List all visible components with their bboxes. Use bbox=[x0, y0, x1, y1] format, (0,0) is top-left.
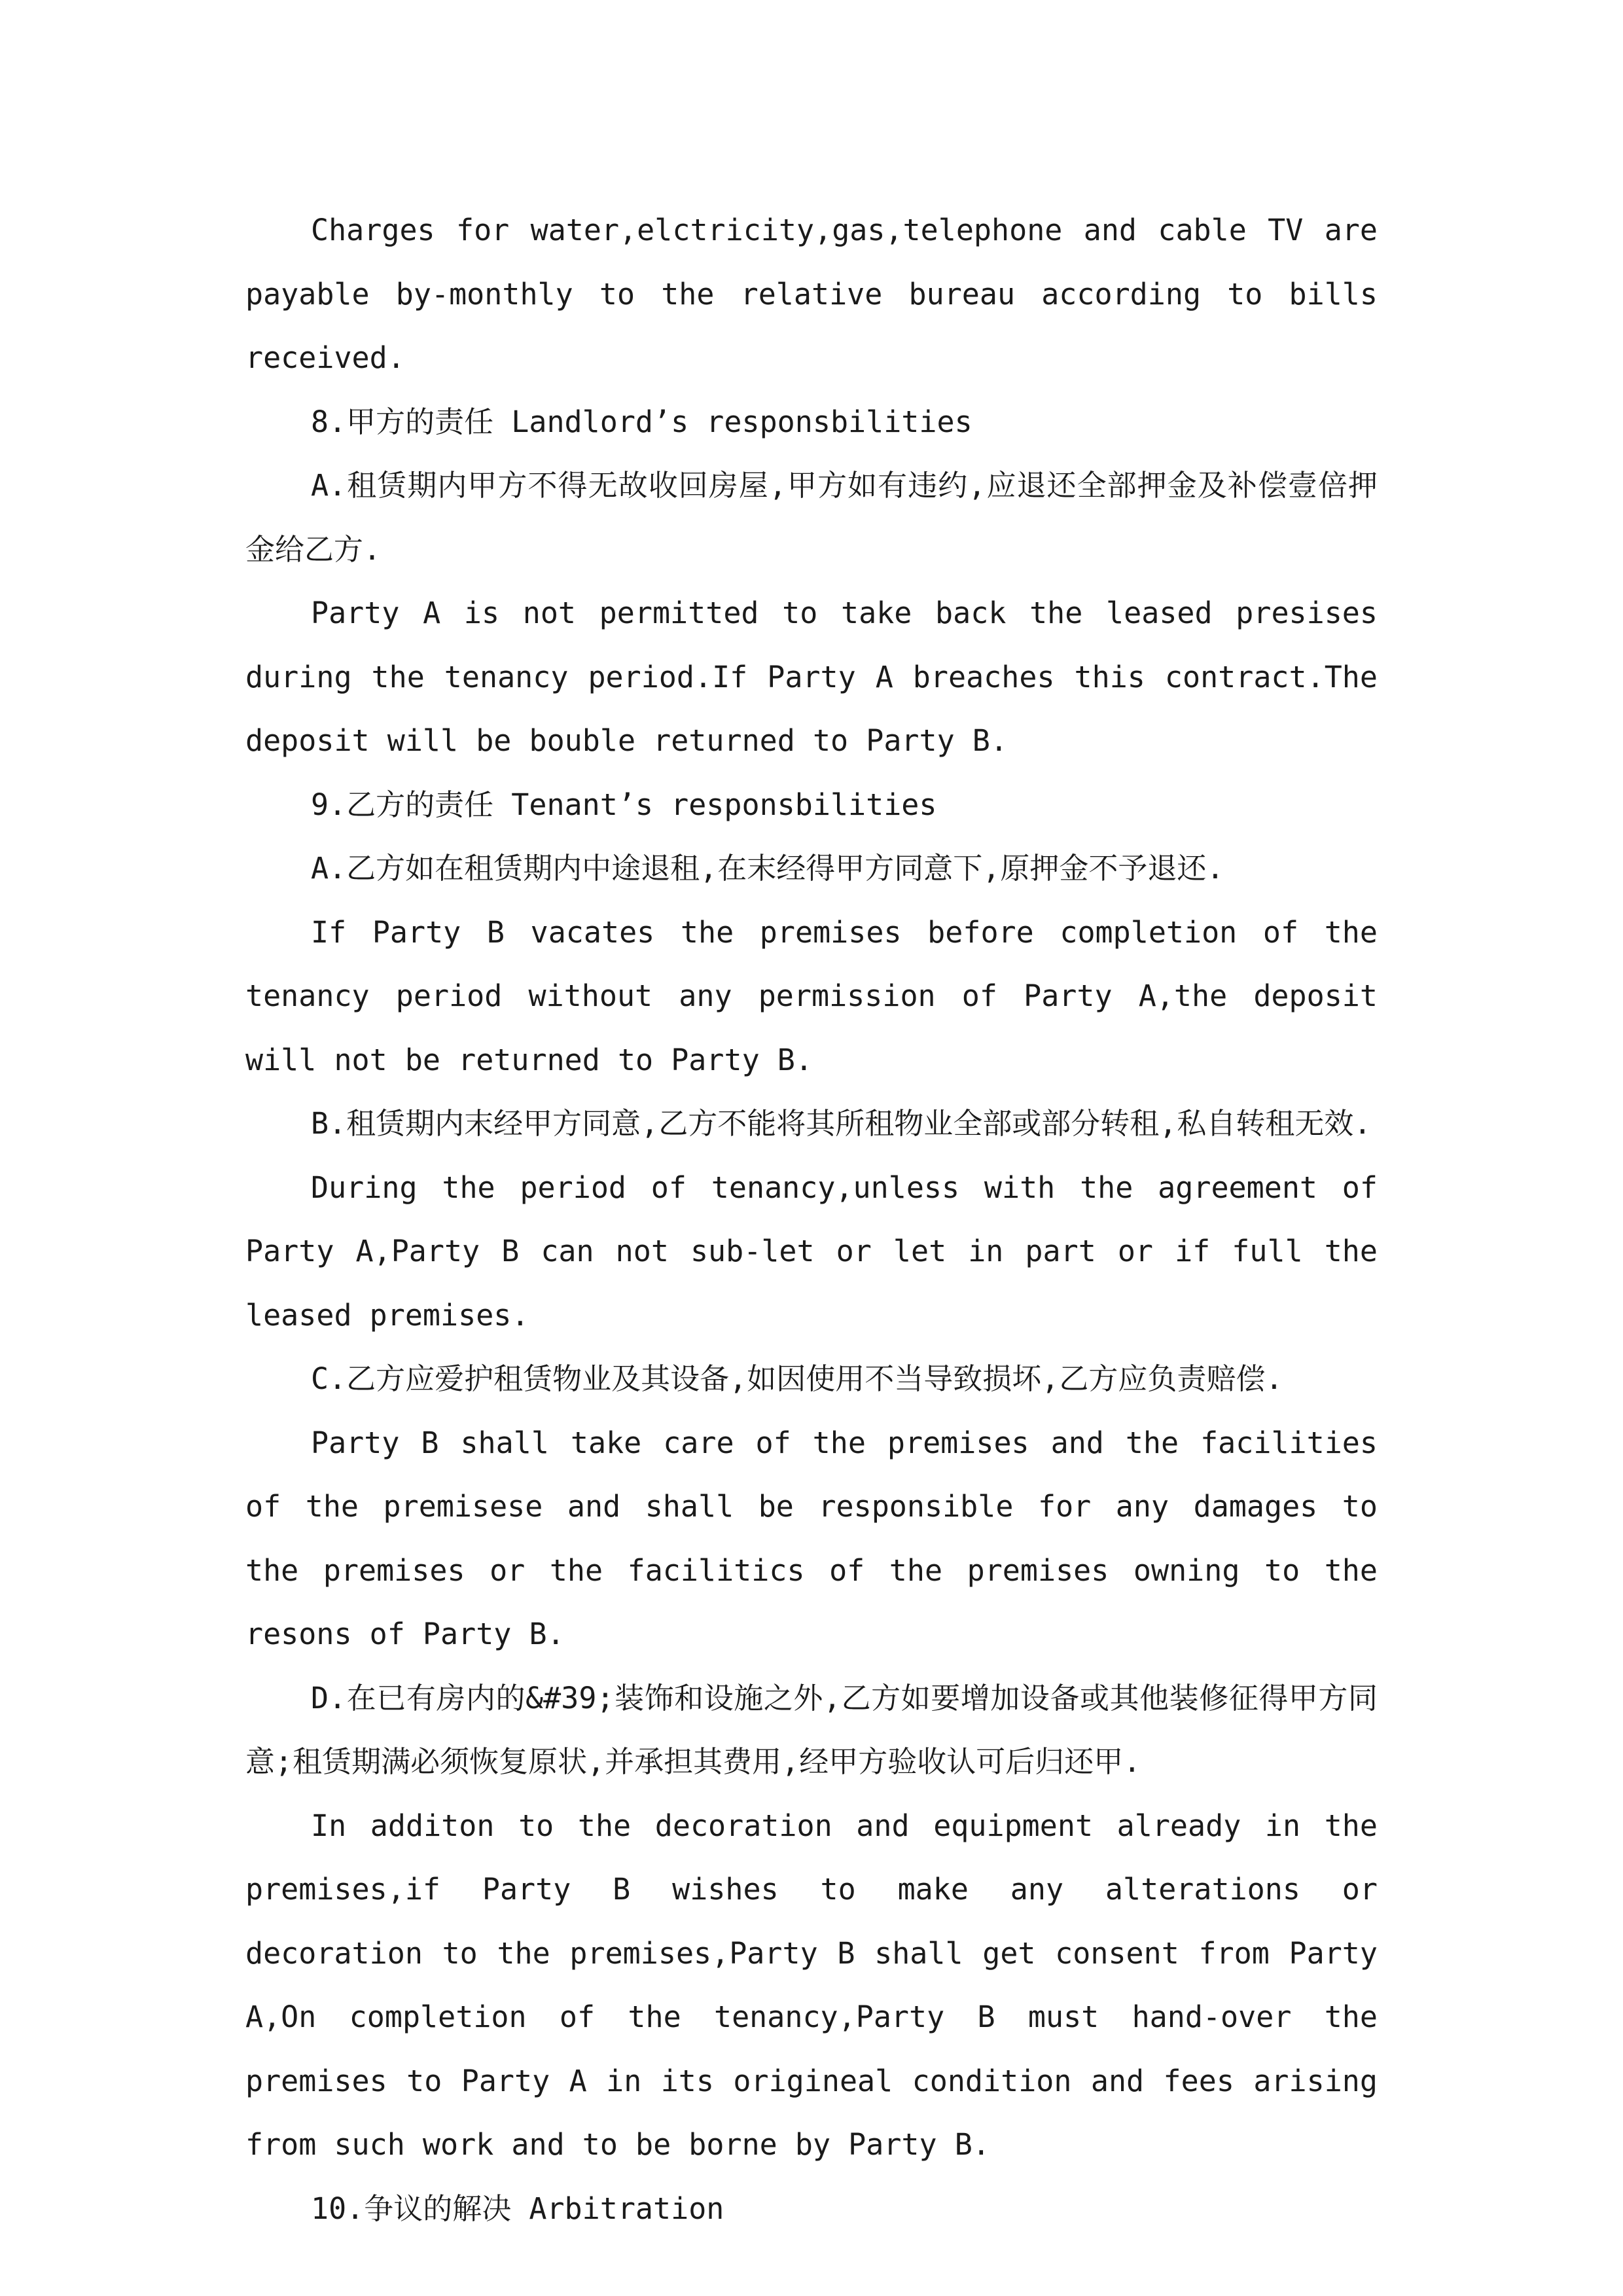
paragraph-tenant-clause-d-en: In additon to the decoration and equipment already in the premises,if Party B wishes to make any alterations or decoration to the premises,Party B shall get consent from Party A,On completion of the tenancy,Party B must hand-over the premises to Party A in its origineal condition and fees arising from such work and to be borne by Party B. bbox=[245, 1808, 1378, 2162]
document-body bbox=[245, 198, 1378, 2240]
paragraph-tenant-clause-d-cn: D.在已有房内的&#39;装饰和设施之外,乙方如要增加设备或其他装修征得甲方同意;租赁期满必须恢复原状,并承担其费用,经甲方验收认可后归还甲. bbox=[245, 1680, 1378, 1779]
paragraph-landlord-clause-a-en: Party A is not permitted to take back the leased presises during the tenancy period.If Party A breaches this contract.The deposit will be bouble returned to Party B. bbox=[245, 596, 1378, 758]
section-heading-tenant-responsibilities: 9.乙方的责任 Tenant’s responsbilities bbox=[311, 787, 937, 822]
paragraph-tenant-clause-b-en: During the period of tenancy,unless with the agreement of Party A,Party B can not sub-let or let in part or if full the leased premises. bbox=[245, 1170, 1378, 1333]
paragraph-tenant-clause-a-cn: A.乙方如在租赁期内中途退租,在末经得甲方同意下,原押金不予退还. bbox=[311, 851, 1224, 886]
paragraph-tenant-clause-b-cn: B.租赁期内末经甲方同意,乙方不能将其所租物业全部或部分转租,私自转租无效. bbox=[311, 1106, 1372, 1141]
paragraph-tenant-clause-c-en: Party B shall take care of the premises and the facilities of the premisese and shall be responsible for any damages to the premises or the facilitics of the premises owning to the resons of Party B. bbox=[245, 1425, 1378, 1651]
paragraph-landlord-clause-a-cn: A.租赁期内甲方不得无故收回房屋,甲方如有违约,应退还全部押金及补偿壹倍押金给乙方. bbox=[245, 468, 1378, 567]
section-heading-landlord-responsibilities: 8.甲方的责任 Landlord’s responsbilities bbox=[311, 404, 972, 439]
section-heading-arbitration: 10.争议的解决 Arbitration bbox=[311, 2191, 724, 2226]
paragraph-tenant-clause-c-cn: C.乙方应爱护租赁物业及其设备,如因使用不当导致损坏,乙方应负责赔偿. bbox=[311, 1361, 1283, 1396]
paragraph-utility-charges: Charges for water,elctricity,gas,telephone and cable TV are payable by-monthly to the relative bureau according to bills received. bbox=[245, 213, 1378, 375]
paragraph-tenant-clause-a-en: If Party B vacates the premises before completion of the tenancy period without any permission of Party A,the deposit will not be returned to Party B. bbox=[245, 914, 1378, 1077]
